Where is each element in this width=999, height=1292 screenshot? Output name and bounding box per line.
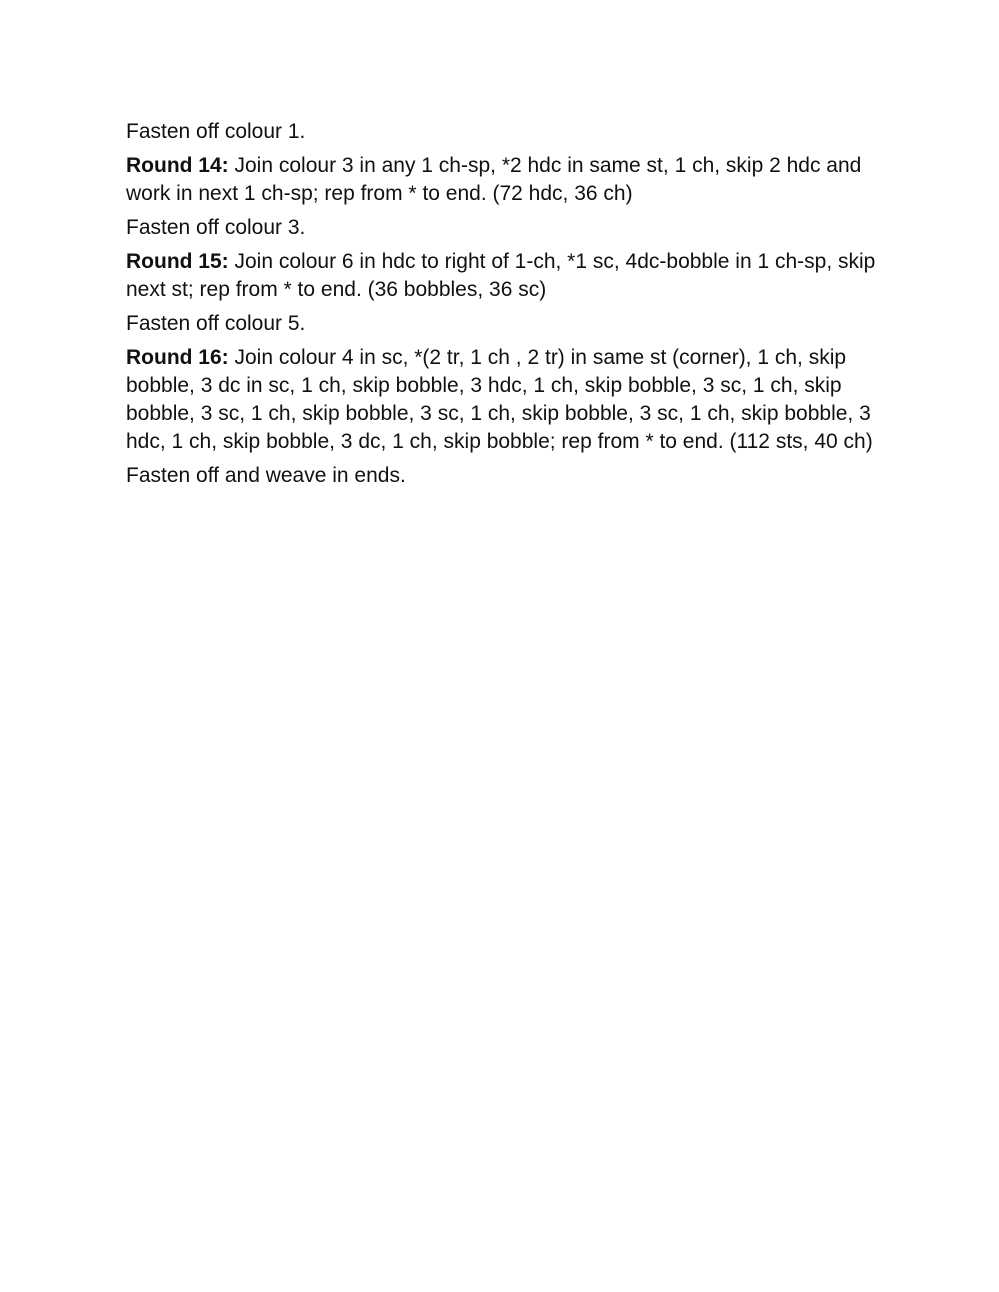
paragraph-fasten-off-weave bbox=[126, 462, 876, 490]
paragraph-text: Fasten off colour 3. bbox=[126, 216, 306, 239]
paragraph-fasten-off-colour-3 bbox=[126, 214, 876, 242]
paragraph-round-16 bbox=[126, 344, 876, 456]
pattern-text bbox=[126, 118, 876, 496]
paragraph-text: Join colour 4 in sc, *(2 tr, 1 ch , 2 tr) in same st (corner), 1 ch, skip bobble, 3 dc in sc, 1 ch, skip bobble, 3 hdc, 1 ch, skip bobble, 3 sc, 1 ch, skip bobble, 3 sc, 1 ch, skip bobble, 3 sc, 1 ch, skip bobble, 3 sc, 1 ch, skip bobble, 3 hdc, 1 ch, skip bobble, 3 dc, 1 ch, skip bobble; rep from * to end. (112 sts, 40 ch) bbox=[126, 346, 873, 453]
paragraph-text: Fasten off colour 5. bbox=[126, 312, 306, 335]
paragraph-text: Join colour 6 in hdc to right of 1-ch, *1 sc, 4dc-bobble in 1 ch-sp, skip next st; rep from * to end. (36 bobbles, 36 sc) bbox=[126, 250, 876, 301]
round-label: Round 15: bbox=[126, 250, 229, 273]
round-label: Round 16: bbox=[126, 346, 229, 369]
paragraph-round-15 bbox=[126, 248, 876, 304]
paragraph-text: Fasten off colour 1. bbox=[126, 120, 306, 143]
paragraph-round-14 bbox=[126, 152, 876, 208]
paragraph-fasten-off-colour-1 bbox=[126, 118, 876, 146]
round-label: Round 14: bbox=[126, 154, 229, 177]
paragraph-text: Join colour 3 in any 1 ch-sp, *2 hdc in same st, 1 ch, skip 2 hdc and work in next 1 ch-sp; rep from * to end. (72 hdc, 36 ch) bbox=[126, 154, 862, 205]
paragraph-text: Fasten off and weave in ends. bbox=[126, 464, 406, 487]
paragraph-fasten-off-colour-5 bbox=[126, 310, 876, 338]
